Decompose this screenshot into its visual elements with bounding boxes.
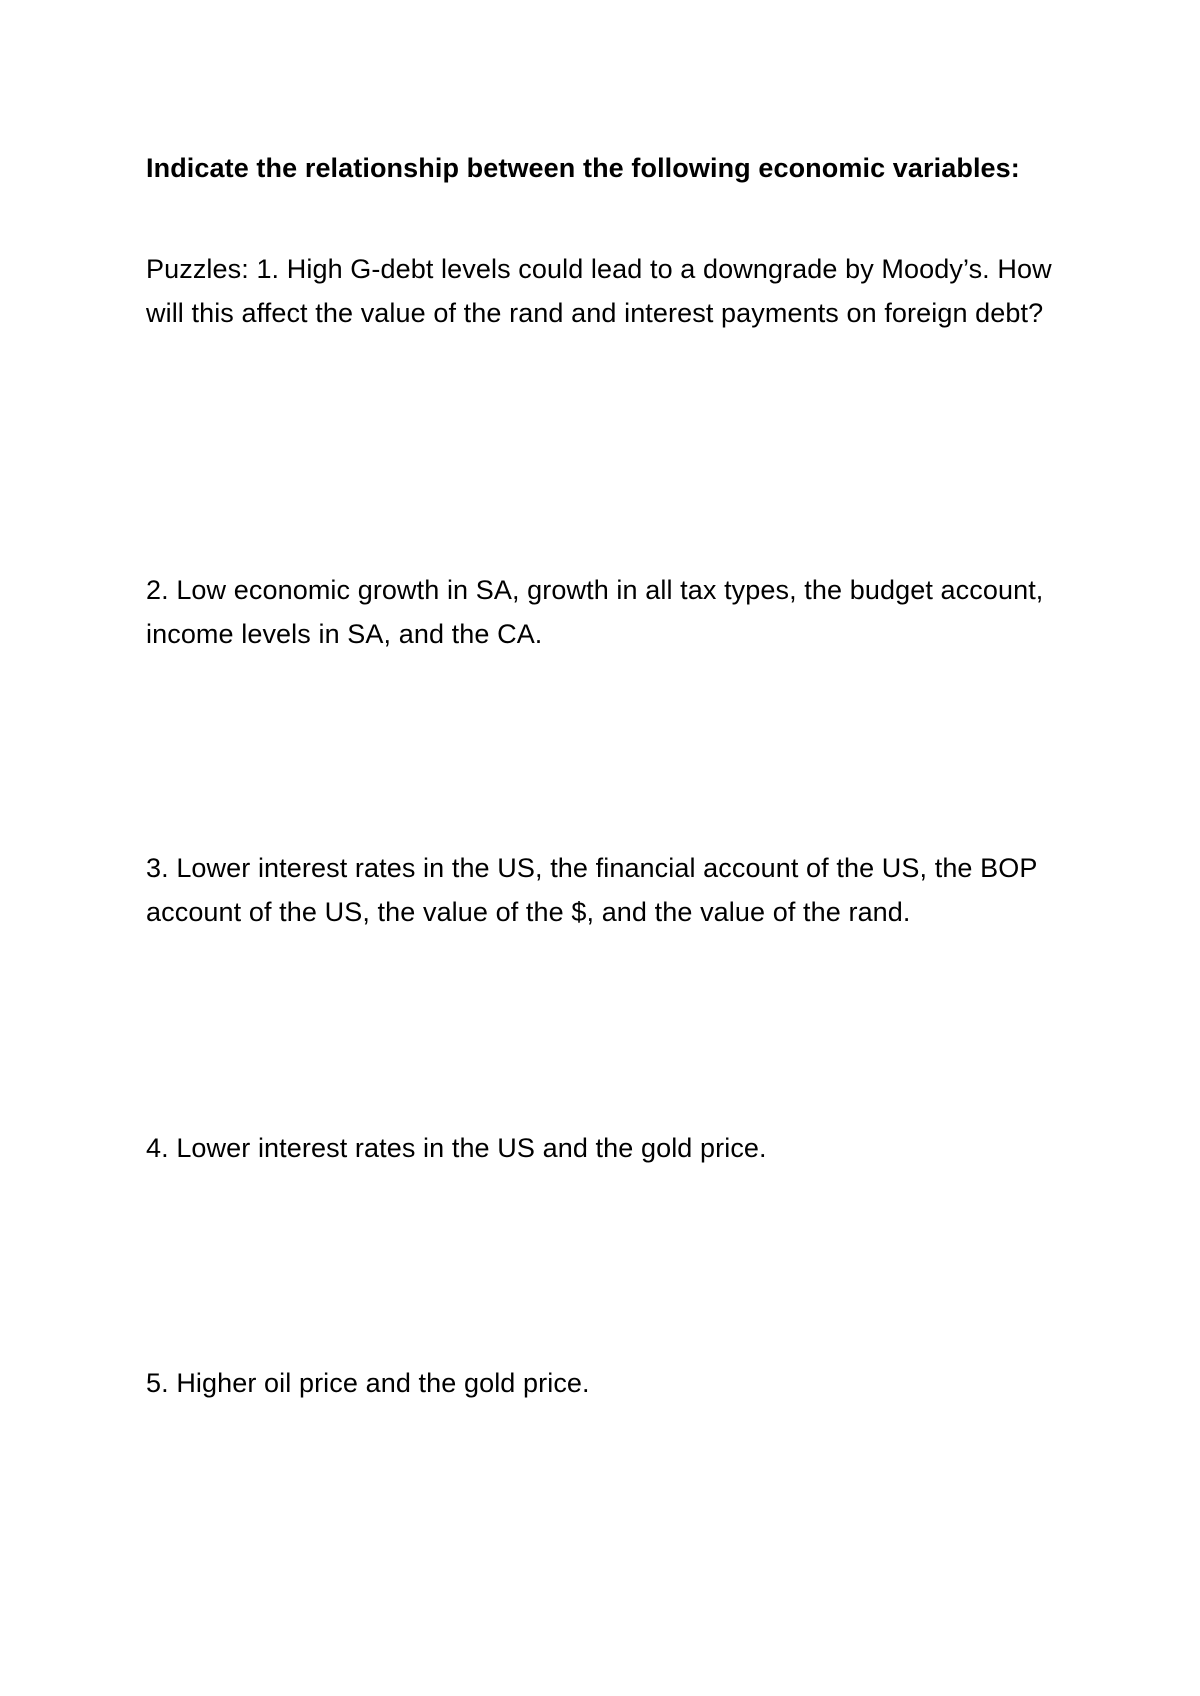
question-1: Puzzles: 1. High G-debt levels could lead to a downgrade by Moody’s. How will this affect the value of the rand and interest payments on foreign debt? xyxy=(146,254,1052,328)
question-5: 5. Higher oil price and the gold price. xyxy=(146,1368,590,1398)
question-2: 2. Low economic growth in SA, growth in all tax types, the budget account, income levels in SA, and the CA. xyxy=(146,575,1044,649)
question-4: 4. Lower interest rates in the US and the gold price. xyxy=(146,1133,767,1163)
question-3: 3. Lower interest rates in the US, the financial account of the US, the BOP account of the US, the value of the $, and the value of the rand. xyxy=(146,853,1037,927)
document-heading: Indicate the relationship between the following economic variables: xyxy=(146,153,1020,183)
